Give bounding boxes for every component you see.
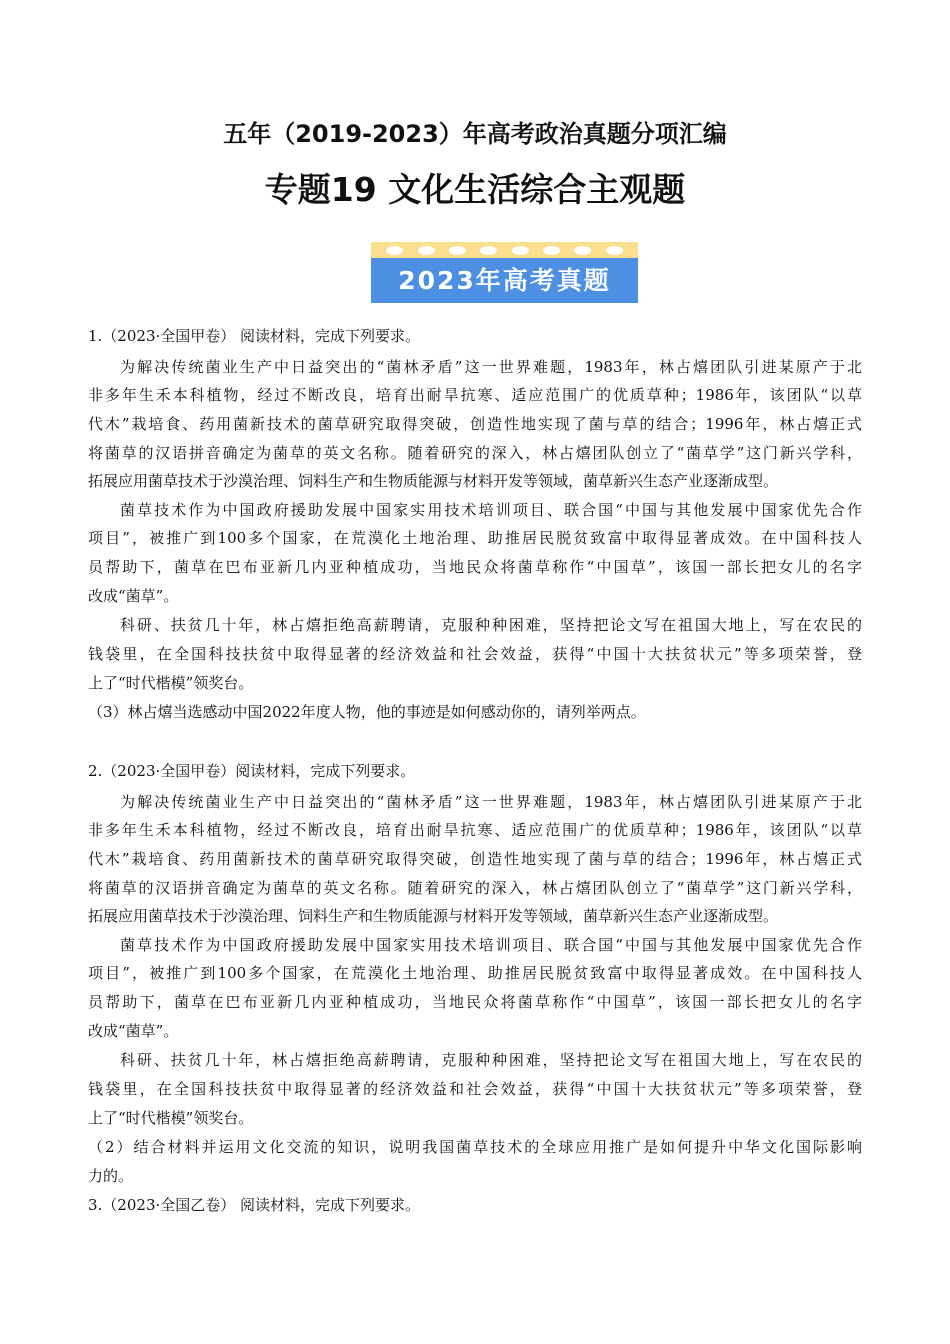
dot-icon — [449, 246, 466, 255]
text-line: 员帮助下，菌草在巴布亚新几内亚种植成功，当地民众将菌草称作“中国草”，该国一部长把女儿的名字 — [88, 558, 862, 576]
text-line: 项目”，被推广到100多个国家，在荒漠化土地治理、助推居民脱贫致富中取得显著成效。在中国科技人 — [88, 529, 862, 547]
text-line: 2.（2023·全国甲卷）阅读材料，完成下列要求。 — [88, 762, 416, 780]
text-line: 非多年生禾本科植物，经过不断改良，培育出耐旱抗寒、适应范围广的优质草种；1986年，该团队“以草 — [88, 821, 862, 839]
text-line: 拓展应用菌草技术于沙漠治理、饲料生产和生物质能源与材料开发等领域，菌草新兴生态产业逐渐成型。 — [88, 907, 779, 925]
dot-icon — [574, 246, 591, 255]
text-line: 科研、扶贫几十年，林占熺拒绝高薪聘请，克服种种困难，坚持把论文写在祖国大地上，写在农民的 — [120, 1051, 862, 1069]
text-line: 代木”栽培食、药用菌新技术的菌草研究取得突破，创造性地实现了菌与草的结合；1996年，林占熺正式 — [88, 850, 862, 868]
text-line: 项目”，被推广到100多个国家，在荒漠化土地治理、助推居民脱贫致富中取得显著成效。在中国科技人 — [88, 964, 862, 982]
dot-icon — [480, 246, 497, 255]
banner-dots — [371, 242, 638, 258]
text-line: （3）林占熺当选感动中国2022年度人物，他的事迹是如何感动你的，请列举两点。 — [88, 703, 646, 721]
text-line: 钱袋里，在全国科技扶贫中取得显著的经济效益和社会效益，获得“中国十大扶贫状元”等多项荣誉，登 — [88, 645, 862, 663]
text-line: 上了“时代楷模”领奖台。 — [88, 674, 254, 692]
dot-icon — [386, 246, 403, 255]
text-line: 科研、扶贫几十年，林占熺拒绝高薪聘请，克服种种困难，坚持把论文写在祖国大地上，写在农民的 — [120, 616, 862, 634]
text-line: 改成“菌草”。 — [88, 1022, 179, 1040]
text-line: 将菌草的汉语拼音确定为菌草的英文名称。随着研究的深入，林占熺团队创立了“菌草学”这门新兴学科， — [88, 879, 862, 897]
dot-icon — [418, 246, 435, 255]
text-line: 力的。 — [88, 1167, 134, 1185]
series-title: 五年（2019-2023）年高考政治真题分项汇编 — [223, 120, 727, 148]
banner-label: 2023年高考真题 — [371, 258, 638, 303]
section-banner — [371, 242, 638, 303]
text-line: 菌草技术作为中国政府援助发展中国家实用技术培训项目、联合国“中国与其他发展中国家优先合作 — [120, 501, 862, 519]
text-line: 员帮助下，菌草在巴布亚新几内亚种植成功，当地民众将菌草称作“中国草”，该国一部长把女儿的名字 — [88, 993, 862, 1011]
topic-title: 专题19 文化生活综合主观题 — [264, 170, 686, 209]
dot-icon — [606, 246, 623, 255]
text-line: 非多年生禾本科植物，经过不断改良，培育出耐旱抗寒、适应范围广的优质草种；1986年，该团队“以草 — [88, 386, 862, 404]
text-line: 为解决传统菌业生产中日益突出的“菌林矛盾”这一世界难题，1983年，林占熺团队引进某原产于北 — [120, 793, 862, 811]
text-line: 钱袋里，在全国科技扶贫中取得显著的经济效益和社会效益，获得“中国十大扶贫状元”等多项荣誉，登 — [88, 1080, 862, 1098]
text-line: 上了“时代楷模”领奖台。 — [88, 1109, 254, 1127]
text-line: 拓展应用菌草技术于沙漠治理、饲料生产和生物质能源与材料开发等领域，菌草新兴生态产业逐渐成型。 — [88, 472, 779, 490]
text-line: 3.（2023·全国乙卷） 阅读材料，完成下列要求。 — [88, 1196, 421, 1214]
text-line: 1.（2023·全国甲卷） 阅读材料，完成下列要求。 — [88, 327, 421, 345]
text-line: 改成“菌草”。 — [88, 587, 179, 605]
text-line: 将菌草的汉语拼音确定为菌草的英文名称。随着研究的深入，林占熺团队创立了“菌草学”这门新兴学科， — [88, 444, 862, 462]
text-line: （2）结合材料并运用文化交流的知识，说明我国菌草技术的全球应用推广是如何提升中华文化国际影响 — [88, 1138, 862, 1156]
dot-icon — [543, 246, 560, 255]
text-line: 为解决传统菌业生产中日益突出的“菌林矛盾”这一世界难题，1983年，林占熺团队引进某原产于北 — [120, 358, 862, 376]
dot-icon — [512, 246, 529, 255]
text-line: 代木”栽培食、药用菌新技术的菌草研究取得突破，创造性地实现了菌与草的结合；1996年，林占熺正式 — [88, 415, 862, 433]
text-line: 菌草技术作为中国政府援助发展中国家实用技术培训项目、联合国“中国与其他发展中国家优先合作 — [120, 936, 862, 954]
